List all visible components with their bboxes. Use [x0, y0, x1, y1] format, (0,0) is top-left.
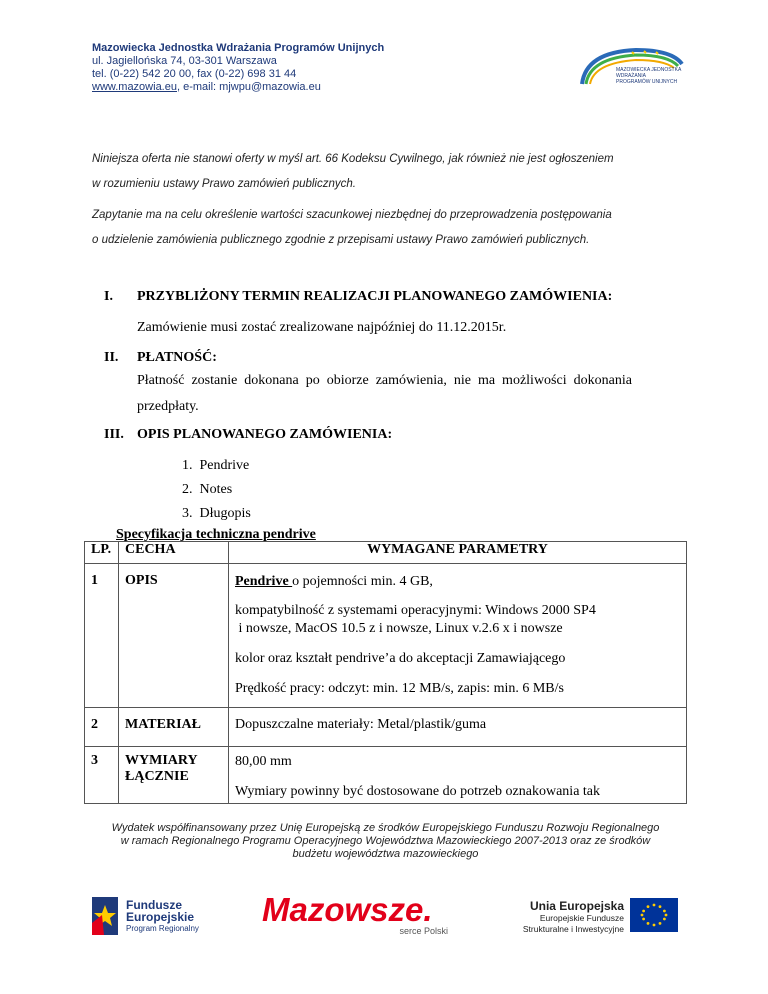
- list-item: 3. Długopis: [182, 506, 251, 521]
- row3-cecha: WYMIARY ŁĄCZNIE: [119, 747, 229, 804]
- header-lp: LP.: [85, 542, 119, 564]
- logo-line: MAZOWIECKA JEDNOSTKA: [616, 67, 682, 73]
- row2-lp: 2: [85, 708, 119, 747]
- list-item: 1. Pendrive: [182, 458, 250, 473]
- row1-lp: 1: [85, 564, 119, 708]
- section-2-text-2: przedpłaty.: [137, 399, 199, 414]
- list-item: 2. Notes: [182, 482, 233, 497]
- row3-lp: 3: [85, 747, 119, 804]
- org-contact: [92, 81, 384, 94]
- row2-value: Dopuszczalne materiały: Metal/plastik/guma: [229, 708, 687, 747]
- row1-cecha: OPIS: [119, 564, 229, 708]
- ue-line: Strukturalne i Inwestycyjne: [522, 924, 624, 934]
- org-name: Mazowiecka Jednostka Wdrażania Programów Unijnych: [92, 42, 385, 54]
- section-3-number: III.: [104, 427, 124, 442]
- eu-flag-icon: [630, 898, 678, 932]
- email-text: , e-mail: mjwpu@mazowia.eu: [176, 81, 321, 93]
- row2-cecha: MATERIAŁ: [119, 708, 229, 747]
- fe-star-icon: [92, 897, 122, 935]
- fe-line: Program Regionalny: [126, 924, 199, 933]
- fundusze-europejskie-logo: [92, 897, 242, 937]
- section-3-title: OPIS PLANOWANEGO ZAMÓWIENIA:: [137, 427, 393, 442]
- notice-2: Zapytanie ma na celu określenie wartości szacunkowej niezbędnej do przeprowadzenia postępowania o udzielenie zamówienia publicznego zgodnie z przepisami ustawy Prawo zamówień publicznych.: [92, 209, 612, 246]
- header-block: [92, 42, 384, 94]
- section-1-number: I.: [104, 289, 113, 304]
- ue-line: Unia Europejska: [529, 899, 624, 913]
- notice-1: Niniejsza oferta nie stanowi oferty w myśl art. 66 Kodeksu Cywilnego, jak również nie jest ogłoszeniem w rozumieniu ustawy Prawo zamówień publicznych.: [92, 153, 614, 190]
- header-parametry: WYMAGANE PARAMETRY: [229, 542, 687, 564]
- section-2-text-1: Płatność zostanie dokonana po obiorze zamówienia, nie ma możliwości dokonania: [137, 373, 632, 388]
- table-row: [85, 708, 687, 747]
- table-header-row: [85, 542, 687, 564]
- spec-title: Specyfikacja techniczna pendrive: [116, 527, 316, 542]
- logo-line: WDRAŻANIA: [616, 73, 646, 79]
- header-cecha: CECHA: [119, 542, 229, 564]
- logo-line: PROGRAMÓW UNIJNYCH: [616, 79, 678, 85]
- unia-europejska-text: [504, 899, 624, 935]
- mazowsze-word: Mazowsze.: [262, 891, 433, 928]
- row1-value: Pendrive o pojemności min. 4 GB, kompatybilność z systemami operacyjnymi: Windows 2000 SP4 i nowsze, MacOS 10.5 z i nowsze, Linux v.2.6 x i nowsze kolor oraz kształt pendrive’a do akceptacji Zamawiającego Prędkość pracy: odczyt: min. 12 MB/s, zapis: min. 6 MB/s: [229, 564, 687, 708]
- section-2-title: PŁATNOŚĆ:: [137, 350, 217, 365]
- mazowsze-subtitle: serce Polski: [399, 926, 448, 936]
- website-link[interactable]: www.mazowia.eu: [92, 81, 177, 93]
- section-2-number: II.: [104, 350, 119, 365]
- fe-line: Fundusze: [126, 898, 182, 912]
- pendrive-term: Pendrive: [235, 574, 293, 589]
- ue-line: Europejskie Fundusze: [539, 913, 624, 923]
- spec-table: [84, 541, 687, 804]
- section-1-text: Zamówienie musi zostać zrealizowane najpóźniej do 11.12.2015r.: [137, 320, 507, 335]
- fe-line: Europejskie: [126, 910, 195, 924]
- section-1-title: PRZYBLIŻONY TERMIN REALIZACJI PLANOWANEGO ZAMÓWIENIA:: [137, 289, 613, 304]
- table-row: [85, 747, 687, 804]
- footer-text: Wydatek współfinansowany przez Unię Europejską ze środków Europejskiego Funduszu Rozwoju Regionalnego w ramach Regionalnego Programu Operacyjnego Województwa Mazowieckiego 2007-2013 oraz ze środków budżetu województwa mazowieckiego: [111, 822, 660, 860]
- org-phone: tel. (0-22) 542 20 00, fax (0-22) 698 31 44: [92, 68, 297, 80]
- row3-value: 80,00 mm Wymiary powinny być dostosowane do potrzeb oznakowania tak: [229, 747, 687, 804]
- mjwpu-logo: [576, 38, 686, 98]
- org-address: ul. Jagiellońska 74, 03-301 Warszawa: [92, 55, 277, 67]
- mazowsze-logo: [262, 892, 472, 940]
- table-row: [85, 564, 687, 708]
